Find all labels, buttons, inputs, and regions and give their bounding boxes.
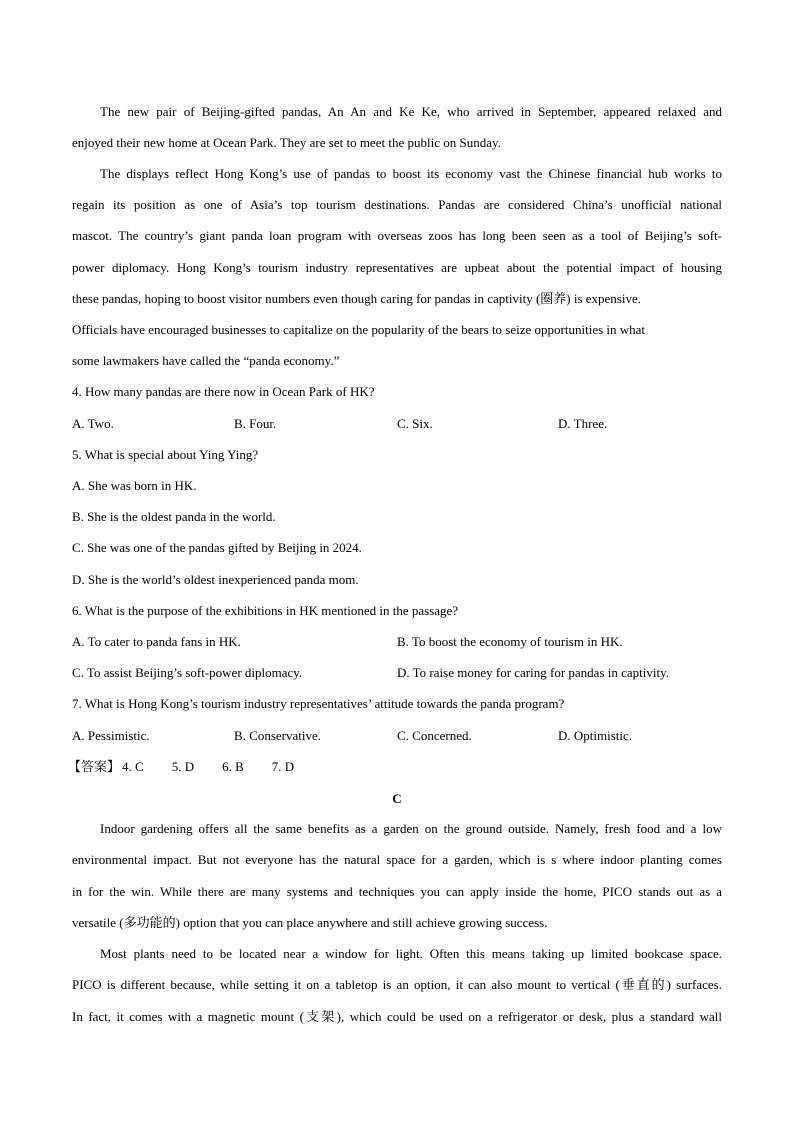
option-c: C. Concerned. xyxy=(397,728,472,743)
paragraph-line: enjoyed their new home at Ocean Park. They are set to meet the public on Sunday. xyxy=(72,135,501,150)
answer-item: 4. C xyxy=(122,759,144,774)
paragraph-line: these pandas, hoping to boost visitor numbers even though caring for pandas in captivity (圈养) is expensive. xyxy=(72,291,641,306)
option-b: B. She is the oldest panda in the world. xyxy=(72,509,276,524)
answer-item: 5. D xyxy=(171,759,195,774)
section-heading: C xyxy=(392,791,402,806)
option-d: D. Three. xyxy=(558,416,608,431)
question-stem: 6. What is the purpose of the exhibitions in HK mentioned in the passage? xyxy=(72,603,459,618)
paragraph-line: environmental impact. But not everyone has the natural space for a garden, which is s where indoor planting comes xyxy=(72,852,722,867)
question-stem: 7. What is Hong Kong’s tourism industry representatives’ attitude towards the panda program? xyxy=(72,696,565,711)
answer-key-label: 【答案】 xyxy=(68,759,121,774)
option-b: B. Conservative. xyxy=(234,728,322,743)
paragraph-line: in for the win. While there are many systems and techniques you can apply inside the home, PICO stands out as a xyxy=(72,884,722,899)
option-c: C. To assist Beijing’s soft-power diplomacy. xyxy=(72,665,303,680)
paragraph-line: The new pair of Beijing-gifted pandas, An An and Ke Ke, who arrived in September, appeared relaxed and xyxy=(100,104,722,119)
option-b: B. To boost the economy of tourism in HK. xyxy=(397,634,623,649)
paragraph-line: power diplomacy. Hong Kong’s tourism industry representatives are upbeat about the potential impact of housing xyxy=(72,260,722,275)
option-a: A. Pessimistic. xyxy=(72,728,150,743)
answer-item: 6. B xyxy=(222,759,244,774)
paragraph-line: The displays reflect Hong Kong’s use of pandas to boost its economy vast the Chinese financial hub works to xyxy=(100,166,722,181)
option-c: C. Six. xyxy=(397,416,433,431)
paragraph-line: some lawmakers have called the “panda economy.” xyxy=(72,353,340,368)
option-d: D. To raise money for caring for pandas in captivity. xyxy=(397,665,670,680)
paragraph-line: Officials have encouraged businesses to capitalize on the popularity of the bears to seize opportunities in what xyxy=(72,322,646,337)
option-d: D. She is the world’s oldest inexperienced panda mom. xyxy=(72,572,359,587)
question-stem: 4. How many pandas are there now in Ocean Park of HK? xyxy=(72,384,375,399)
paragraph-line: In fact, it comes with a magnetic mount (支架), which could be used on a refrigerator or desk, plus a standard wall xyxy=(72,1009,722,1024)
answer-key xyxy=(68,759,722,775)
paragraph-line: PICO is different because, while setting it on a tabletop is an option, it can also mount to vertical (垂直的) surfaces. xyxy=(72,977,722,992)
paragraph-line: mascot. The country’s giant panda loan program with overseas zoos has long been seen as a tool of Beijing’s soft- xyxy=(72,228,722,243)
option-a: A. Two. xyxy=(72,416,114,431)
option-b: B. Four. xyxy=(234,416,277,431)
option-d: D. Optimistic. xyxy=(558,728,633,743)
question-stem: 5. What is special about Ying Ying? xyxy=(72,447,259,462)
paragraph-line: Most plants need to be located near a window for light. Often this means taking up limited bookcase space. xyxy=(100,946,722,961)
answer-item: 7. D xyxy=(271,759,295,774)
paragraph-line: regain its position as one of Asia’s top tourism destinations. Pandas are considered China’s unofficial national xyxy=(72,197,722,212)
option-a: A. To cater to panda fans in HK. xyxy=(72,634,241,649)
option-c: C. She was one of the pandas gifted by Beijing in 2024. xyxy=(72,540,362,555)
paragraph-line: Indoor gardening offers all the same benefits as a garden on the ground outside. Namely, fresh food and a low xyxy=(100,821,722,836)
option-a: A. She was born in HK. xyxy=(72,478,197,493)
paragraph-line: versatile (多功能的) option that you can place anywhere and still achieve growing success. xyxy=(72,915,548,930)
